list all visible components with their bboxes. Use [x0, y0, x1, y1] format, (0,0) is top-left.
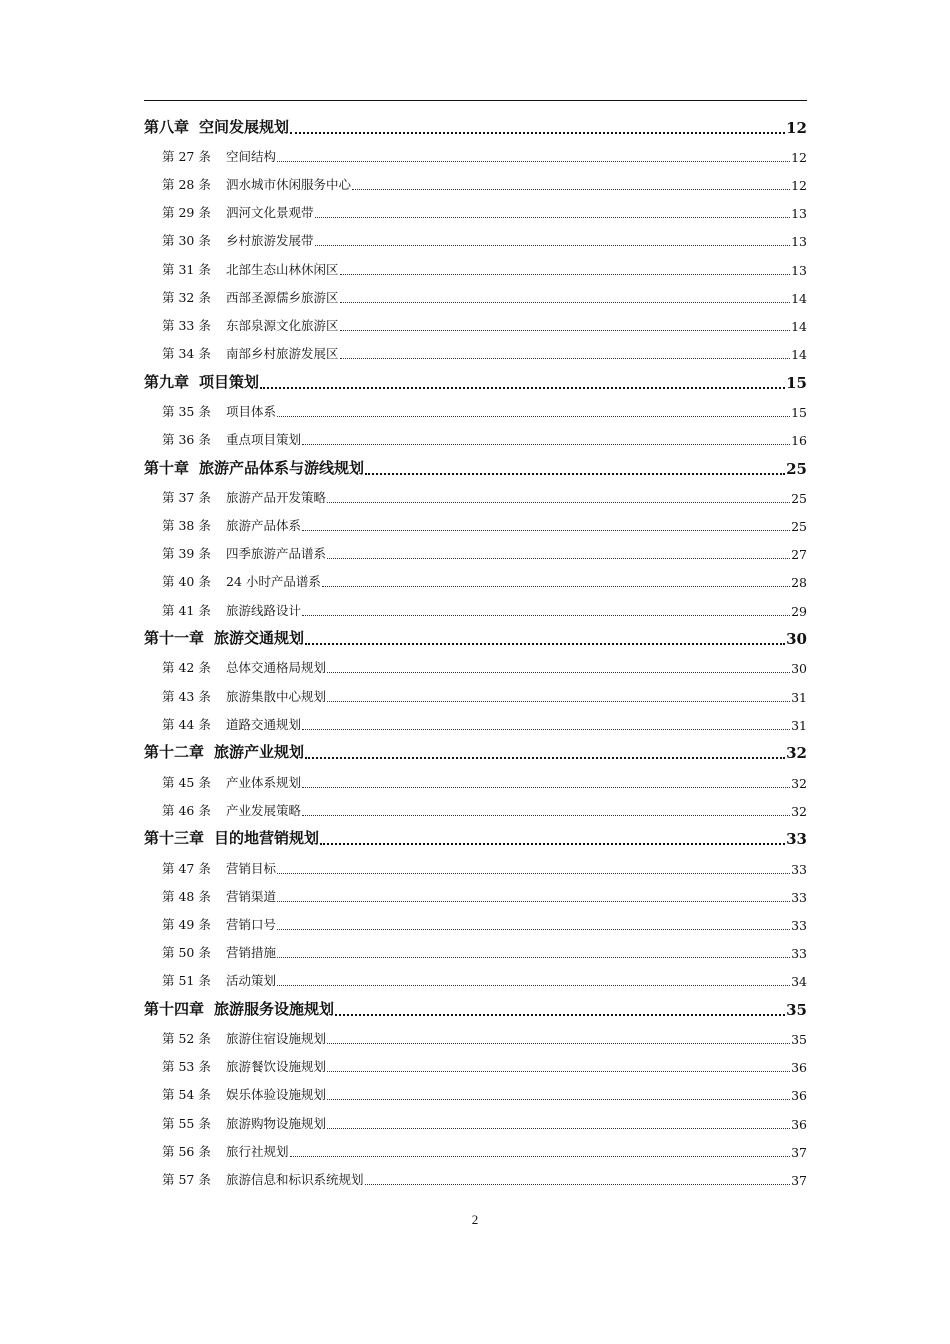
dot-leader — [320, 843, 785, 845]
toc-article-entry[interactable] — [144, 1165, 807, 1193]
article-title: 旅游餐饮设施规划 — [226, 1059, 327, 1075]
toc-page-number: 31 — [791, 689, 807, 705]
dot-leader — [340, 274, 791, 275]
article-title: 北部生态山林休闲区 — [226, 261, 339, 277]
page-number: 2 — [471, 1212, 479, 1227]
toc-article-entry[interactable] — [144, 539, 807, 567]
dot-leader — [322, 586, 790, 587]
toc-page-number: 25 — [791, 490, 807, 506]
toc-article-entry[interactable] — [144, 254, 807, 282]
dot-leader — [305, 643, 785, 645]
toc-article-entry[interactable] — [144, 1108, 807, 1136]
chapter-number: 第十三章 — [144, 829, 205, 848]
toc-chapter-entry[interactable] — [144, 994, 807, 1024]
dot-leader — [277, 985, 790, 986]
article-number: 第 44 条 — [162, 716, 211, 732]
article-number: 第 41 条 — [162, 602, 211, 618]
toc-page-number: 37 — [791, 1144, 807, 1160]
article-number: 第 37 条 — [162, 489, 211, 505]
toc-page-number: 15 — [791, 404, 807, 420]
toc-article-entry[interactable] — [144, 767, 807, 795]
article-title: 西部圣源儒乡旅游区 — [226, 289, 339, 305]
chapter-title: 空间发展规划 — [199, 117, 290, 136]
toc-chapter-entry[interactable] — [144, 738, 807, 768]
dot-leader — [277, 929, 790, 930]
toc-chapter-entry[interactable] — [144, 367, 807, 397]
toc-page-number: 36 — [791, 1116, 807, 1132]
toc-page-number: 16 — [791, 433, 807, 449]
toc-chapter-entry[interactable] — [144, 453, 807, 483]
article-title: 泗河文化景观带 — [226, 205, 314, 221]
chapter-number: 第十一章 — [144, 629, 205, 648]
article-number: 第 40 条 — [162, 574, 211, 590]
article-number: 第 45 条 — [162, 774, 211, 790]
toc-page-number: 12 — [786, 118, 807, 137]
toc-article-entry[interactable] — [144, 710, 807, 738]
toc-page-number: 33 — [791, 917, 807, 933]
article-number: 第 56 条 — [162, 1143, 211, 1159]
toc-page-number: 12 — [791, 149, 807, 165]
chapter-title: 旅游交通规划 — [214, 629, 305, 648]
toc-article-entry[interactable] — [144, 483, 807, 511]
toc-article-entry[interactable] — [144, 681, 807, 709]
toc-article-entry[interactable] — [144, 853, 807, 881]
chapter-number: 第九章 — [144, 372, 190, 391]
toc-article-entry[interactable] — [144, 595, 807, 623]
article-title: 四季旅游产品谱系 — [226, 546, 327, 562]
article-number: 第 55 条 — [162, 1115, 211, 1131]
article-title: 旅游信息和标识系统规划 — [226, 1171, 364, 1187]
article-number: 第 39 条 — [162, 546, 211, 562]
toc-page-number: 30 — [786, 630, 807, 649]
dot-leader — [302, 815, 790, 816]
article-title: 产业发展策略 — [226, 802, 302, 818]
chapter-number: 第十二章 — [144, 743, 205, 762]
dot-leader — [340, 330, 791, 331]
toc-article-entry[interactable] — [144, 511, 807, 539]
toc-article-entry[interactable] — [144, 170, 807, 198]
article-title: 营销渠道 — [226, 888, 277, 904]
dot-leader — [277, 901, 790, 902]
toc-page-number: 33 — [791, 946, 807, 962]
dot-leader — [327, 502, 790, 503]
dot-leader — [302, 787, 790, 788]
dot-leader — [327, 1099, 790, 1100]
dot-leader — [365, 473, 785, 475]
chapter-title: 旅游产业规划 — [214, 743, 305, 762]
chapter-number: 第八章 — [144, 117, 190, 136]
article-title: 活动策划 — [226, 973, 277, 989]
table-of-contents — [144, 112, 807, 1193]
header-rule — [144, 100, 807, 101]
toc-page-number: 14 — [791, 318, 807, 334]
toc-article-entry[interactable] — [144, 226, 807, 254]
article-number: 第 49 条 — [162, 916, 211, 932]
dot-leader — [302, 444, 790, 445]
article-number: 第 32 条 — [162, 289, 211, 305]
toc-article-entry[interactable] — [144, 425, 807, 453]
article-number: 第 52 条 — [162, 1031, 211, 1047]
toc-page-number: 12 — [791, 177, 807, 193]
article-title: 旅游产品开发策略 — [226, 489, 327, 505]
article-number: 第 46 条 — [162, 802, 211, 818]
chapter-title: 目的地营销规划 — [214, 829, 320, 848]
dot-leader — [335, 1014, 785, 1016]
article-number: 第 51 条 — [162, 973, 211, 989]
dot-leader — [340, 358, 791, 359]
article-number: 第 57 条 — [162, 1171, 211, 1187]
toc-page-number: 30 — [791, 661, 807, 677]
toc-chapter-entry[interactable] — [144, 624, 807, 654]
toc-article-entry[interactable] — [144, 339, 807, 367]
article-number: 第 48 条 — [162, 888, 211, 904]
toc-page-number: 35 — [791, 1032, 807, 1048]
article-title: 旅游住宿设施规划 — [226, 1031, 327, 1047]
article-title: 旅游购物设施规划 — [226, 1115, 327, 1131]
chapter-number: 第十四章 — [144, 999, 205, 1018]
toc-page-number: 25 — [791, 519, 807, 535]
toc-article-entry[interactable] — [144, 1137, 807, 1165]
dot-leader — [315, 245, 791, 246]
dot-leader — [290, 1156, 791, 1157]
dot-leader — [327, 558, 790, 559]
toc-article-entry[interactable] — [144, 1024, 807, 1052]
toc-page-number: 36 — [791, 1060, 807, 1076]
dot-leader — [302, 729, 790, 730]
toc-page-number: 13 — [791, 234, 807, 250]
toc-article-entry[interactable] — [144, 198, 807, 226]
toc-page-number: 33 — [791, 889, 807, 905]
article-number: 第 33 条 — [162, 317, 211, 333]
dot-leader — [327, 1071, 790, 1072]
toc-page-number: 32 — [786, 744, 807, 763]
toc-article-entry[interactable] — [144, 910, 807, 938]
article-title: 东部泉源文化旅游区 — [226, 317, 339, 333]
article-title: 南部乡村旅游发展区 — [226, 346, 339, 362]
toc-article-entry[interactable] — [144, 966, 807, 994]
article-number: 第 27 条 — [162, 148, 211, 164]
toc-article-entry[interactable] — [144, 397, 807, 425]
toc-page-number: 37 — [791, 1172, 807, 1188]
toc-article-entry[interactable] — [144, 311, 807, 339]
article-title: 旅游线路设计 — [226, 602, 302, 618]
article-number: 第 30 条 — [162, 233, 211, 249]
dot-leader — [305, 757, 785, 759]
article-number: 第 31 条 — [162, 261, 211, 277]
dot-leader — [290, 132, 785, 134]
toc-page-number: 14 — [791, 347, 807, 363]
dot-leader — [327, 701, 790, 702]
article-number: 第 35 条 — [162, 403, 211, 419]
article-number: 第 38 条 — [162, 518, 211, 534]
toc-page-number: 14 — [791, 290, 807, 306]
article-number: 第 53 条 — [162, 1059, 211, 1075]
toc-page-number: 32 — [791, 803, 807, 819]
dot-leader — [365, 1184, 791, 1185]
toc-article-entry[interactable] — [144, 1052, 807, 1080]
toc-page-number: 36 — [791, 1088, 807, 1104]
article-number: 第 42 条 — [162, 660, 211, 676]
dot-leader — [327, 1128, 790, 1129]
article-title: 重点项目策划 — [226, 432, 302, 448]
toc-page-number: 35 — [786, 1000, 807, 1019]
article-title: 空间结构 — [226, 148, 277, 164]
article-number: 第 50 条 — [162, 945, 211, 961]
toc-chapter-entry[interactable] — [144, 112, 807, 142]
dot-leader — [315, 217, 791, 218]
dot-leader — [352, 189, 790, 190]
article-number: 第 47 条 — [162, 860, 211, 876]
dot-leader — [260, 387, 785, 389]
toc-page-number: 25 — [786, 459, 807, 478]
toc-page-number: 29 — [791, 603, 807, 619]
toc-article-entry[interactable] — [144, 142, 807, 170]
article-title: 泗水城市休闲服务中心 — [226, 176, 352, 192]
toc-page-number: 13 — [791, 206, 807, 222]
article-number: 第 29 条 — [162, 205, 211, 221]
toc-article-entry[interactable] — [144, 283, 807, 311]
dot-leader — [327, 672, 790, 673]
dot-leader — [277, 873, 790, 874]
toc-page-number: 33 — [786, 830, 807, 849]
article-number: 第 54 条 — [162, 1087, 211, 1103]
article-title: 项目体系 — [226, 403, 277, 419]
article-number: 第 36 条 — [162, 432, 211, 448]
dot-leader — [277, 957, 790, 958]
article-title: 旅游集散中心规划 — [226, 688, 327, 704]
article-title: 乡村旅游发展带 — [226, 233, 314, 249]
toc-page-number: 33 — [791, 861, 807, 877]
article-title: 营销目标 — [226, 860, 277, 876]
chapter-title: 旅游产品体系与游线规划 — [199, 458, 365, 477]
article-title: 24 小时产品谱系 — [226, 574, 321, 590]
article-title: 产业体系规划 — [226, 774, 302, 790]
toc-article-entry[interactable] — [144, 882, 807, 910]
toc-page-number: 27 — [791, 547, 807, 563]
dot-leader — [340, 302, 791, 303]
chapter-title: 项目策划 — [199, 372, 260, 391]
article-number: 第 34 条 — [162, 346, 211, 362]
toc-article-entry[interactable] — [144, 938, 807, 966]
toc-article-entry[interactable] — [144, 653, 807, 681]
toc-page-number: 34 — [791, 974, 807, 990]
toc-page-number: 28 — [791, 575, 807, 591]
article-number: 第 28 条 — [162, 176, 211, 192]
toc-chapter-entry[interactable] — [144, 824, 807, 854]
toc-page-number: 31 — [791, 717, 807, 733]
toc-article-entry[interactable] — [144, 796, 807, 824]
article-title: 道路交通规划 — [226, 716, 302, 732]
chapter-title: 旅游服务设施规划 — [214, 999, 335, 1018]
article-title: 营销措施 — [226, 945, 277, 961]
dot-leader — [327, 1043, 790, 1044]
toc-page-number: 15 — [786, 373, 807, 392]
dot-leader — [277, 161, 790, 162]
article-title: 娱乐体验设施规划 — [226, 1087, 327, 1103]
article-title: 旅行社规划 — [226, 1143, 289, 1159]
toc-page-number: 32 — [791, 775, 807, 791]
chapter-number: 第十章 — [144, 458, 190, 477]
toc-page-number: 13 — [791, 262, 807, 278]
toc-article-entry[interactable] — [144, 567, 807, 595]
article-title: 总体交通格局规划 — [226, 660, 327, 676]
article-title: 营销口号 — [226, 916, 277, 932]
toc-article-entry[interactable] — [144, 1080, 807, 1108]
article-number: 第 43 条 — [162, 688, 211, 704]
article-title: 旅游产品体系 — [226, 518, 302, 534]
dot-leader — [302, 530, 790, 531]
dot-leader — [302, 615, 790, 616]
dot-leader — [277, 416, 790, 417]
